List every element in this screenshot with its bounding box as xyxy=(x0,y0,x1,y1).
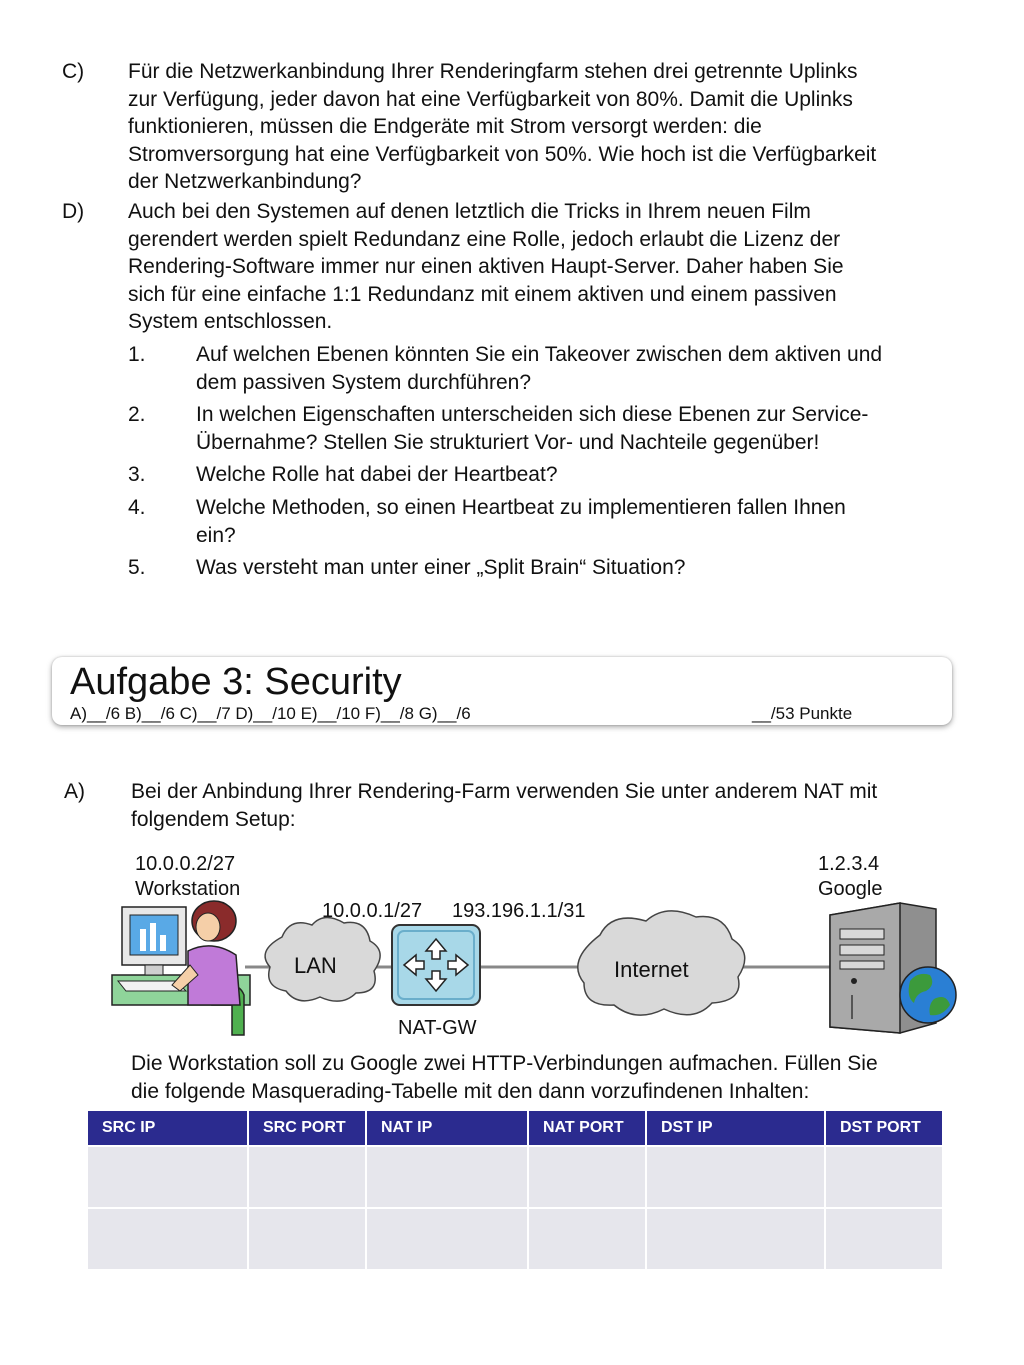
column-header-src-ip: SRC IP xyxy=(87,1111,248,1146)
column-header-dst-ip: DST IP xyxy=(646,1111,825,1146)
item-number: 5. xyxy=(128,556,146,579)
workstation-ip: 10.0.0.2/27 xyxy=(135,853,236,875)
text-line: Auf welchen Ebenen könnten Sie ein Takeover zwischen dem aktiven und xyxy=(196,343,883,366)
text-line: folgendem Setup: xyxy=(131,807,296,831)
section-a-instructions xyxy=(131,1050,971,1105)
google-ip: 1.2.3.4 xyxy=(818,853,880,875)
table-cell[interactable] xyxy=(825,1146,943,1208)
item-number: 3. xyxy=(128,463,146,486)
item-number: 4. xyxy=(128,496,146,519)
nat-inner-ip: 10.0.0.1/27 xyxy=(322,900,423,922)
text-line: Was versteht man unter einer „Split Brain“ Situation? xyxy=(196,556,686,579)
text-line: Für die Netzwerkanbindung Ihrer Renderingfarm stehen drei getrennte Uplinks xyxy=(128,60,858,83)
nat-outer-ip: 193.196.1.1/31 xyxy=(452,900,586,922)
nat-gw-label: NAT-GW xyxy=(398,1017,477,1039)
text-line: sich für eine einfache 1:1 Redundanz mit einem aktiven und einem passiven xyxy=(128,282,837,306)
table-cell[interactable] xyxy=(248,1146,366,1208)
table-cell[interactable] xyxy=(528,1208,646,1270)
table-cell[interactable] xyxy=(87,1208,248,1270)
text-line: In welchen Eigenschaften unterscheiden sich diese Ebenen zur Service- xyxy=(196,403,869,426)
text-line: gerendert werden spielt Redundanz eine Rolle, jedoch erlaubt die Lizenz der xyxy=(128,227,841,251)
table-cell[interactable] xyxy=(646,1146,825,1208)
table-cell[interactable] xyxy=(528,1146,646,1208)
network-diagram xyxy=(0,895,1024,1045)
section-a-label: A) xyxy=(64,780,85,803)
item-text xyxy=(196,554,976,582)
text-line: Welche Methoden, so einen Heartbeat zu implementieren fallen Ihnen xyxy=(196,496,846,519)
table-cell[interactable] xyxy=(366,1208,528,1270)
text-line: Stromversorgung hat eine Verfügbarkeit von 50%. Wie hoch ist die Verfügbarkeit xyxy=(128,142,877,166)
section-c-label: C) xyxy=(62,60,85,83)
text-line: die folgende Masquerading-Tabelle mit den dann vorzufindenen Inhalten: xyxy=(131,1079,810,1103)
table-cell[interactable] xyxy=(366,1146,528,1208)
section-d-label: D) xyxy=(62,200,85,223)
item-text xyxy=(196,341,976,396)
item-text xyxy=(196,461,976,489)
column-header-nat-port: NAT PORT xyxy=(528,1111,646,1146)
task-score-fields: A)__/6 B)__/6 C)__/7 D)__/10 E)__/10 F)__/8 G)__/6 xyxy=(70,704,471,723)
table-cell[interactable] xyxy=(87,1146,248,1208)
text-line: zur Verfügung, jeder davon hat eine Verfügbarkeit von 80%. Damit die Uplinks xyxy=(128,87,853,111)
section-d-text xyxy=(128,198,968,336)
item-text xyxy=(196,401,976,456)
task-header-card xyxy=(52,657,952,725)
item-number: 2. xyxy=(128,403,146,426)
table-header-row xyxy=(87,1111,943,1146)
internet-label: Internet xyxy=(614,957,689,982)
nat-router-icon xyxy=(392,925,480,1005)
text-line: Bei der Anbindung Ihrer Rendering-Farm verwenden Sie unter anderem NAT mit xyxy=(131,780,878,803)
text-line: funktionieren, müssen die Endgeräte mit Strom versorgt werden: die xyxy=(128,115,762,138)
section-a-text xyxy=(131,778,971,833)
masquerading-table xyxy=(86,1111,944,1271)
text-line: Übernahme? Stellen Sie strukturiert Vor- und Nachteile gegenüber! xyxy=(196,430,820,454)
text-line: System entschlossen. xyxy=(128,310,333,333)
workstation-name: Workstation xyxy=(135,878,241,900)
globe-icon xyxy=(900,967,956,1023)
column-header-nat-ip: NAT IP xyxy=(366,1111,528,1146)
text-line: Die Workstation soll zu Google zwei HTTP-Verbindungen aufmachen. Füllen Sie xyxy=(131,1052,878,1075)
text-line: Welche Rolle hat dabei der Heartbeat? xyxy=(196,463,558,486)
google-name: Google xyxy=(818,878,883,900)
item-text xyxy=(196,494,976,549)
lan-label: LAN xyxy=(294,953,337,978)
column-header-dst-port: DST PORT xyxy=(825,1111,943,1146)
table-row xyxy=(87,1146,943,1208)
text-line: Rendering-Software immer nur einen aktiven Haupt-Server. Daher haben Sie xyxy=(128,255,844,278)
table-cell[interactable] xyxy=(646,1208,825,1270)
text-line: dem passiven System durchführen? xyxy=(196,370,532,394)
text-line: ein? xyxy=(196,523,236,547)
table-row xyxy=(87,1208,943,1270)
task-title: Aufgabe 3: Security xyxy=(70,661,402,703)
table-cell[interactable] xyxy=(825,1208,943,1270)
item-number: 1. xyxy=(128,343,146,366)
column-header-src-port: SRC PORT xyxy=(248,1111,366,1146)
text-line: Auch bei den Systemen auf denen letztlich die Tricks in Ihrem neuen Film xyxy=(128,200,811,223)
text-line: der Netzwerkanbindung? xyxy=(128,170,362,193)
section-c-text xyxy=(128,58,968,196)
table-cell[interactable] xyxy=(248,1208,366,1270)
workstation-icon xyxy=(112,901,250,1035)
task-total-points: __/53 Punkte xyxy=(752,704,853,723)
